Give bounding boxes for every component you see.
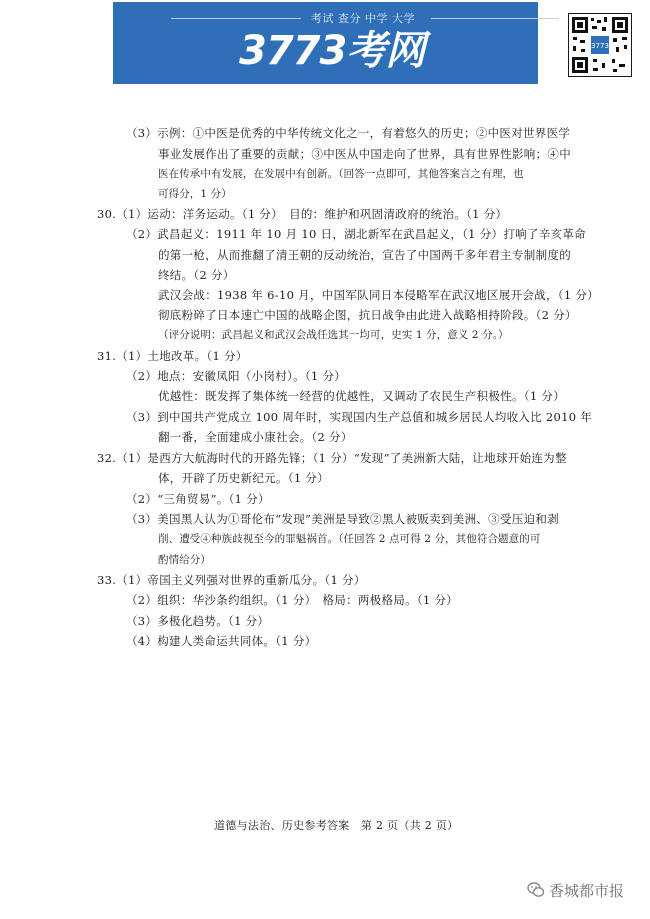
answer-line: （3）美国黑人认为①哥伦布“发现”美洲是导致②黑人被贩卖到美洲、③受压迫和剥 <box>126 512 559 526</box>
answer-line: （4）构建人类命运共同体。（1 分） <box>126 634 317 648</box>
watermark-text: 香城都市报 <box>549 881 625 900</box>
answer-line: 终结。（2 分） <box>158 268 235 282</box>
qr-label: 3773 <box>591 42 609 50</box>
site-logo[interactable]: 3773考网 <box>239 28 425 74</box>
question-33-part-1: 33.（1）帝国主义列强对世界的重新瓜分。（1 分） <box>97 573 366 587</box>
scoring-note: （评分说明：武昌起义和武汉会战任选其一均可，史实 1 分，意义 2 分。） <box>158 329 509 341</box>
question-32-part-1: 32.（1）是西方大航海时代的开路先锋；（1 分）“发现”了美洲新大陆，让地球开始连为整 <box>97 451 567 465</box>
answer-line: （2）地点：安徽凤阳（小岗村）。（1 分） <box>126 369 347 383</box>
answer-line: 武汉会战：1938 年 6-10 月，中国军队同日本侵略军在武汉地区展开会战，（1 分） <box>158 288 599 302</box>
answer-line: 削、遭受④种族歧视至今的罪魁祸首。（任回答 2 点可得 2 分，其他符合题意的可 <box>158 533 541 545</box>
wechat-icon <box>527 881 545 899</box>
answer-line: 医在传承中有发展，在发展中有创新。（回答一点即可，其他答案言之有理，也 <box>158 168 524 180</box>
answer-line: 翻一番，全面建成小康社会。（2 分） <box>158 430 353 444</box>
answer-line: 酌情给分） <box>158 554 211 566</box>
answer-line: （3）示例：①中医是优秀的中华传统文化之一，有着悠久的历史；②中医对世界医学 <box>126 126 571 140</box>
question-30-part-1: 30.（1）运动：洋务运动。（1 分） 目的：维护和巩固清政府的统治。（1 分） <box>97 207 508 221</box>
answer-line: （2）组织：华沙条约组织。（1 分） 格局：两极格局。（1 分） <box>126 593 459 607</box>
answer-line: 彻底粉碎了日本速亡中国的战略企图，抗日战争由此进入战略相持阶段。（2 分） <box>158 308 577 322</box>
answer-line: （2）武昌起义：1911 年 10 月 10 日，湖北新军在武昌起义，（1 分）打响了辛亥革命 <box>126 227 586 241</box>
page-footer: 道德与法治、历史参考答案 第 2 页（共 2 页） <box>214 819 459 832</box>
answer-line: 的第一枪，从而推翻了清王朝的反动统治，宣告了中国两千多年君主专制制度的 <box>158 248 571 262</box>
banner-tagline: 考试 查分 中学 大学 <box>311 12 415 25</box>
watermark <box>527 879 624 901</box>
answer-line: （3）多极化趋势。（1 分） <box>126 614 270 628</box>
answer-line: 事业发展作出了重要的贡献；③中医从中国走向了世界，具有世界性影响；④中 <box>158 147 571 161</box>
site-banner[interactable] <box>113 2 609 84</box>
answer-line: （2）“三角贸易”。（1 分） <box>126 492 270 506</box>
question-31-part-1: 31.（1）土地改革。（1 分） <box>97 349 248 363</box>
banner-rule-right <box>431 18 559 19</box>
answer-line: 可得分，1 分） <box>158 188 232 200</box>
answer-line: 体，开辟了历史新纪元。（1 分） <box>158 471 330 485</box>
banner-rule-left <box>171 18 301 19</box>
answer-line: 优越性：既发挥了集体统一经营的优越性，又调动了农民生产积极性。（1 分） <box>158 389 566 403</box>
answer-line: （3）到中国共产党成立 100 周年时，实现国内生产总值和城乡居民人均收入比 2010 年 <box>126 410 593 424</box>
qr-code-icon[interactable] <box>568 13 632 77</box>
